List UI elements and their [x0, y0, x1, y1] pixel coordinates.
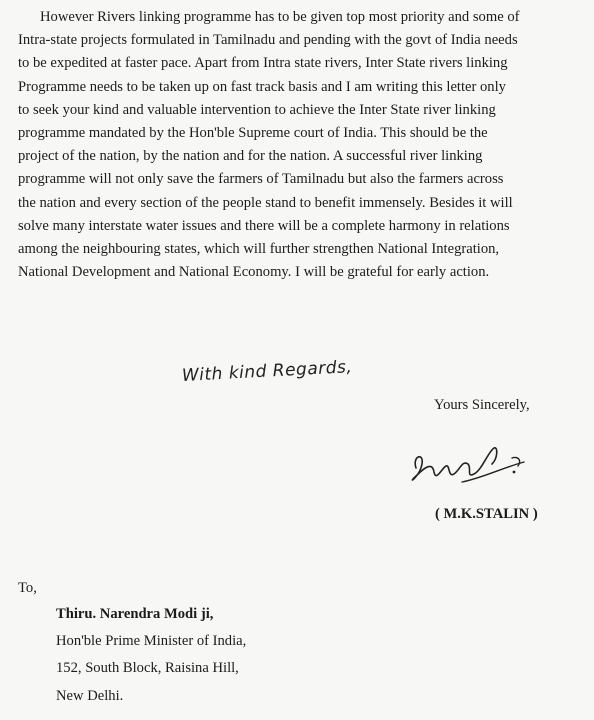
recipient-title: Hon'ble Prime Minister of India,	[56, 633, 247, 650]
handwritten-regards: With kind Regards,	[181, 357, 353, 386]
body-line: National Development and National Economy. I will be grateful for early action.	[18, 264, 490, 281]
body-line: to seek your kind and valuable intervention to achieve the Inter State river linking	[18, 101, 496, 118]
body-line: programme will not only save the farmers of Tamilnadu but also the farmers across	[18, 171, 504, 188]
signer-name: ( M.K.STALIN )	[435, 506, 538, 522]
body-line: Intra-state projects formulated in Tamilnadu and pending with the govt of India needs	[18, 32, 518, 49]
recipient-name: Thiru. Narendra Modi ji,	[56, 606, 214, 622]
body-line: solve many interstate water issues and there will be a complete harmony in relations	[18, 217, 510, 234]
body-line: programme mandated by the Hon'ble Supreme court of India. This should be the	[18, 125, 488, 142]
recipient-address-line: 152, South Block, Raisina Hill,	[56, 660, 239, 677]
body-line: However Rivers linking programme has to be given top most priority and some of	[40, 9, 520, 25]
recipient-city: New Delhi.	[56, 687, 124, 704]
closing-salutation: Yours Sincerely,	[434, 397, 530, 413]
body-line: project of the nation, by the nation and for the nation. A successful river linking	[18, 148, 483, 165]
body-line: the nation and every section of the people stand to benefit immensely. Besides it will	[18, 194, 513, 211]
body-line: among the neighbouring states, which will further strengthen National Integration,	[18, 241, 500, 258]
letter-body	[18, 6, 584, 284]
body-line: Programme needs to be taken up on fast track basis and I am writing this letter only	[18, 78, 506, 95]
signature-image	[402, 438, 562, 498]
body-line: to be expedited at faster pace. Apart from Intra state rivers, Inter State rivers linking	[18, 55, 508, 72]
recipient-address	[56, 601, 246, 710]
to-label: To,	[18, 580, 37, 596]
